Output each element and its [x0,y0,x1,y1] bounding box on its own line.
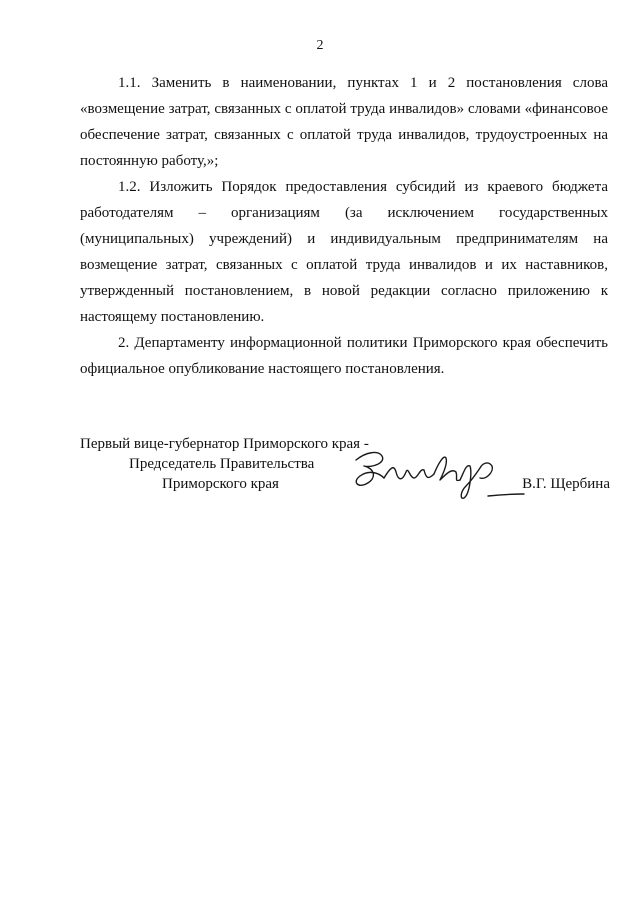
handwritten-signature [348,438,528,500]
signatory-title-line-2: Председатель Правительства [129,456,315,472]
signatory-name: В.Г. Щербина [522,476,610,492]
document-body [80,70,608,382]
page-number: 2 [316,38,324,53]
signature-block [80,434,610,504]
paragraph-1-2: 1.2. Изложить Порядок предоставления субсидий из краевого бюджета работодателям – организациям (за исключением государственных (муниципальных) учреждений) и индивидуальным предпринимателям на возмещение затрат, связанных с оплатой труда инвалидов и их наставников, утвержденный постановлением, в новой редакции согласно приложению к настоящему постановлению. [80,179,608,325]
signature-stroke-4 [460,463,492,498]
signature-stroke-2 [384,468,434,479]
signature-stroke-5 [488,494,524,496]
signatory-title-line-3: Приморского края [162,476,279,492]
paragraph-2: 2. Департаменту информационной политики Приморского края обеспечить официальное опубликование настоящего постановления. [80,335,608,377]
paragraph-1-1: 1.1. Заменить в наименовании, пунктах 1 и 2 постановления слова «возмещение затрат, связанных с оплатой труда инвалидов» словами «финансовое обеспечение затрат, связанных с оплатой труда инвалидов, трудоустроенных на постоянную работу,»; [80,75,608,169]
signatory-title-line-1: Первый вице-губернатор Приморского края - [80,436,369,452]
signature-stroke-3 [434,457,460,480]
signature-stroke-1 [356,453,384,486]
